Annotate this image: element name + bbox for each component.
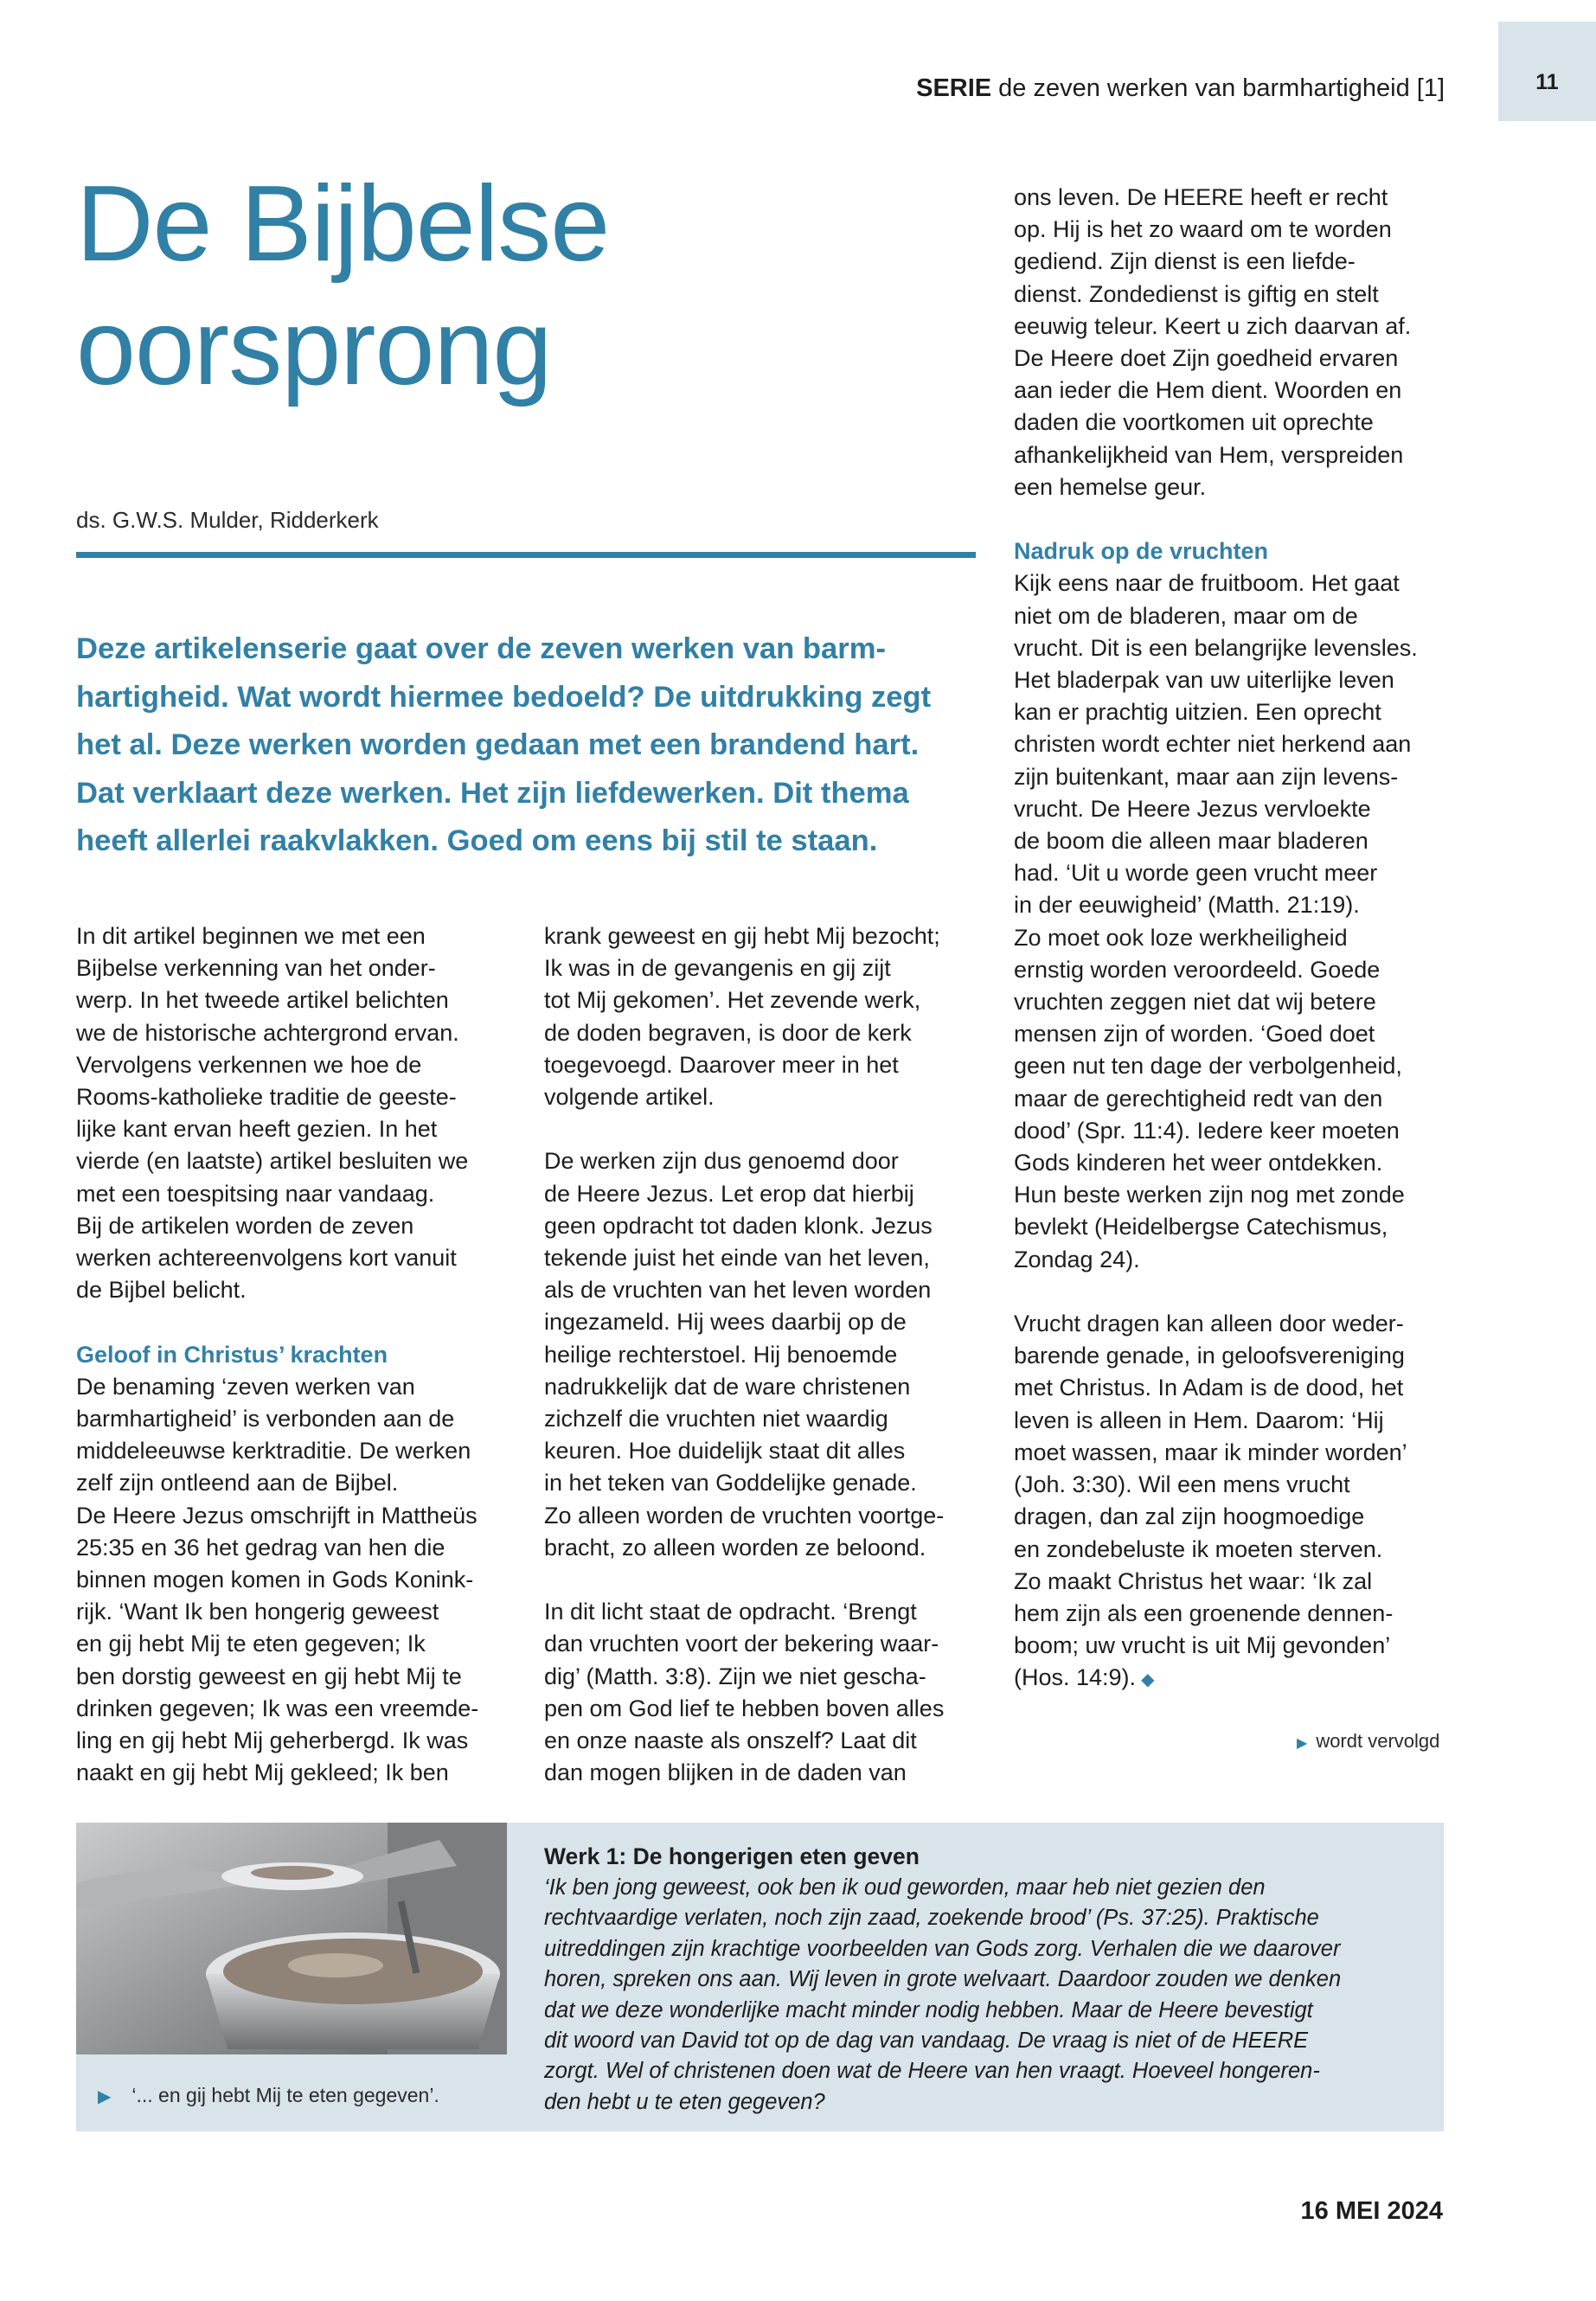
body-line: Zo maakt Christus het waar: ‘Ik zal	[1014, 1567, 1373, 1594]
body-line	[1014, 1662, 1446, 1696]
body-line: lijke kant ervan heeft gezien. In het	[76, 1116, 438, 1143]
body-line: De Heere doet Zijn goedheid ervaren	[1014, 345, 1399, 372]
body-line: werken achtereenvolgens kort vanuit	[76, 1245, 457, 1272]
caption-text: ‘... en gij hebt Mij te eten gegeven’.	[131, 2084, 439, 2106]
body-line: zelf zijn ontleend aan de Bijbel.	[76, 1470, 399, 1497]
body-line: vrucht. De Heere Jezus vervloekte	[1014, 795, 1371, 822]
body-line: vruchten zeggen niet dat wij betere	[1014, 989, 1376, 1016]
body-line: pen om God lief te hebben boven alles	[544, 1695, 945, 1721]
body-line: Ik was in de gevangenis en gij zijt	[544, 955, 891, 982]
body-line: Hun beste werken zijn nog met zonde	[1014, 1182, 1405, 1208]
body-line: Zo alleen worden de vruchten voortge-	[544, 1502, 945, 1529]
body-line: Gods kinderen het weer ontdekken.	[1014, 1150, 1383, 1176]
sidebar-title: Werk 1: De hongerigen eten geven	[544, 1843, 920, 1869]
body-line: we de historische achtergrond ervan.	[76, 1019, 459, 1046]
photo-illustration	[76, 1823, 507, 2054]
body-line: zijn buitenkant, maar aan zijn levens-	[1014, 763, 1399, 790]
end-diamond-icon: ◆	[1141, 1670, 1155, 1690]
body-line: geen nut ten dage der verbolgenheid,	[1014, 1053, 1402, 1080]
body-line: afhankelijkheid van Hem, verspreiden	[1014, 441, 1404, 468]
paragraph-gap	[1014, 1276, 1446, 1308]
body-line-text: (Hos. 14:9).	[1014, 1664, 1137, 1691]
body-line: eeuwig teleur. Keert u zich daarvan af.	[1014, 312, 1412, 339]
sidebar-line: dat we deze wonderlijke macht minder nodig hebben. Maar de Heere bevestigt	[544, 1997, 1313, 2022]
food-serving-photo	[76, 1823, 507, 2054]
body-line: moet wassen, maar ik minder worden’	[1014, 1439, 1407, 1465]
body-line: niet om de bladeren, maar om de	[1014, 602, 1358, 629]
author-byline: ds. G.W.S. Mulder, Ridderkerk	[76, 507, 379, 533]
body-line: aan ieder die Hem dient. Woorden en	[1014, 377, 1402, 404]
continued-text: wordt vervolgd	[1316, 1730, 1440, 1752]
paragraph-gap	[76, 1306, 509, 1338]
paragraph-gap	[1014, 503, 1446, 535]
body-line: dan mogen blijken in de daden van	[544, 1759, 907, 1786]
continued-note	[1297, 1732, 1439, 1751]
sidebar-text	[544, 1873, 1426, 2118]
body-line: had. ‘Uit u worde geen vrucht meer	[1014, 860, 1378, 887]
body-line: dig’ (Matth. 3:8). Zijn we niet gescha-	[544, 1663, 926, 1689]
body-line: barende genade, in geloofsvereniging	[1014, 1343, 1405, 1369]
body-column-2	[544, 920, 977, 1789]
body-line: Zondag 24).	[1014, 1246, 1140, 1272]
body-line: de boom die alleen maar bladeren	[1014, 828, 1368, 855]
body-line: bevlekt (Heidelbergse Catechismus,	[1014, 1214, 1388, 1240]
title-divider	[76, 552, 976, 558]
body-line: middeleeuwse kerktraditie. De werken	[76, 1438, 471, 1465]
body-line: werp. In het tweede artikel belichten	[76, 987, 449, 1014]
body-line: ernstig worden veroordeeld. Goede	[1014, 956, 1381, 983]
body-line: een hemelse geur.	[1014, 473, 1207, 500]
sidebar-line: dit woord van David tot op de dag van vandaag. De vraag is niet of de HEERE	[544, 2029, 1309, 2054]
section-subheading: Nadruk op de vruchten	[1014, 538, 1269, 565]
body-line: barmhartigheid’ is verbonden aan de	[76, 1406, 455, 1433]
body-line: in der eeuwigheid’ (Matth. 21:19).	[1014, 892, 1360, 919]
body-line: keuren. Hoe duidelijk staat dit alles	[544, 1438, 906, 1465]
body-line: maar de gerechtigheid redt van den	[1014, 1085, 1383, 1112]
sidebar-line: uitreddingen zijn krachtige voorbeelden van Gods zorg. Verhalen die we daarover	[544, 1936, 1341, 1961]
body-line: daden die voortkomen uit oprechte	[1014, 409, 1374, 436]
body-line: als de vruchten van het leven worden	[544, 1277, 932, 1304]
title-line: oorsprong	[76, 287, 552, 407]
body-line: ons leven. De HEERE heeft er recht	[1014, 184, 1388, 210]
section-subheading: Geloof in Christus’ krachten	[76, 1341, 388, 1368]
body-line: naakt en gij hebt Mij gekleed; Ik ben	[76, 1759, 449, 1786]
body-line: christen wordt echter niet herkend aan	[1014, 731, 1412, 758]
arrow-right-icon: ▶	[98, 2087, 112, 2106]
body-line: hem zijn als een groenende dennen-	[1014, 1599, 1394, 1626]
body-line: Kijk eens naar de fruitboom. Het gaat	[1014, 570, 1400, 597]
body-line: mensen zijn of worden. ‘Goed doet	[1014, 1021, 1375, 1048]
lead-line: het al. Deze werken worden gedaan met een brandend hart.	[76, 728, 920, 761]
body-line: de doden begraven, is door de kerk	[544, 1019, 912, 1046]
lead-line: Deze artikelenserie gaat over de zeven werken van barm-	[76, 632, 886, 665]
body-line: dan vruchten voort der bekering waar-	[544, 1631, 939, 1657]
sidebar-line: horen, spreken ons aan. Wij leven in grote welvaart. Daardoor zouden we denken	[544, 1967, 1342, 1992]
lead-paragraph	[76, 625, 976, 866]
body-line: rijk. ‘Want Ik ben hongerig geweest	[76, 1599, 439, 1625]
body-line: Vervolgens verkennen we hoe de	[76, 1051, 422, 1078]
body-line: boom; uw vrucht is uit Mij gevonden’	[1014, 1632, 1391, 1659]
body-line: Zo moet ook loze werkheiligheid	[1014, 924, 1348, 951]
body-line: bracht, zo alleen worden ze beloond.	[544, 1534, 926, 1561]
sidebar-line: rechtvaardige verlaten, noch zijn zaad, zoekende brood’ (Ps. 37:25). Praktische	[544, 1906, 1319, 1931]
series-title: de zeven werken van barmhartigheid [1]	[998, 74, 1445, 102]
arrow-right-icon: ▶	[1297, 1736, 1308, 1751]
page-number: 11	[1535, 70, 1559, 94]
body-line: In dit licht staat de opdracht. ‘Brengt	[544, 1599, 917, 1625]
body-column-1	[76, 920, 509, 1789]
body-line: vierde (en laatste) artikel besluiten we	[76, 1148, 469, 1175]
photo-caption	[98, 2086, 439, 2106]
body-line: De werken zijn dus genoemd door	[544, 1148, 899, 1175]
lead-line: Dat verklaart deze werken. Het zijn liefdewerken. Dit thema	[76, 776, 909, 810]
article-title	[76, 163, 855, 409]
body-line: ben dorstig geweest en gij hebt Mij te	[76, 1663, 462, 1689]
sidebar-line: den hebt u te eten gegeven?	[544, 2089, 825, 2114]
body-line: volgende artikel.	[544, 1084, 715, 1111]
sidebar-line: ‘Ik ben jong geweest, ook ben ik oud geworden, maar heb niet gezien den	[544, 1875, 1266, 1900]
lead-line: heeft allerlei raakvlakken. Goed om eens bij stil te staan.	[76, 824, 878, 857]
body-line: de Bijbel belicht.	[76, 1277, 247, 1304]
body-line: nadrukkelijk dat de ware christenen	[544, 1373, 911, 1400]
body-line: leven is alleen in Hem. Daarom: ‘Hij	[1014, 1407, 1384, 1433]
body-line: Het bladerpak van uw uiterlijke leven	[1014, 667, 1394, 694]
series-label: SERIE	[916, 74, 992, 102]
body-line: tekende juist het einde van het leven,	[544, 1245, 930, 1272]
body-line: toegevoegd. Daarover meer in het	[544, 1051, 899, 1078]
body-line: Bijbelse verkenning van het onder-	[76, 955, 436, 982]
body-line: tot Mij gekomen’. Het zevende werk,	[544, 987, 921, 1014]
paragraph-gap	[544, 1113, 977, 1145]
body-line: kan er prachtig uitzien. Een oprecht	[1014, 699, 1381, 726]
body-line: met Christus. In Adam is de dood, het	[1014, 1375, 1404, 1401]
body-line: en zondebeluste ik moeten sterven.	[1014, 1535, 1383, 1562]
body-line: Rooms-katholieke traditie de geeste-	[76, 1084, 457, 1111]
paragraph-gap	[544, 1564, 977, 1596]
body-line: 25:35 en 36 het gedrag van hen die	[76, 1534, 445, 1561]
body-line: dragen, dan zal zijn hoogmoedige	[1014, 1503, 1365, 1530]
series-header	[916, 76, 1445, 101]
body-line: en gij hebt Mij te eten gegeven; Ik	[76, 1631, 426, 1657]
body-line: binnen mogen komen in Gods Konink-	[76, 1567, 474, 1593]
title-line: De Bijbelse	[76, 164, 610, 284]
body-line: De Heere Jezus omschrijft in Mattheüs	[76, 1502, 478, 1529]
body-line: de Heere Jezus. Let erop dat hierbij	[544, 1180, 914, 1207]
body-line: gediend. Zijn dienst is een liefde-	[1014, 248, 1356, 275]
body-line: Bij de artikelen worden de zeven	[76, 1212, 414, 1239]
body-line: zichzelf die vruchten niet waardig	[544, 1406, 888, 1433]
lead-line: hartigheid. Wat wordt hiermee bedoeld? De uitdrukking zegt	[76, 680, 932, 714]
body-line: en onze naaste als onszelf? Laat dit	[544, 1727, 917, 1754]
sidebar-line: zorgt. Wel of christenen doen wat de Heere van hen vraagt. Hoeveel hongeren-	[544, 2059, 1320, 2084]
body-line: Vrucht dragen kan alleen door weder-	[1014, 1311, 1404, 1337]
body-line: ingezameld. Hij wees daarbij op de	[544, 1309, 907, 1336]
body-line: drinken gegeven; Ik was een vreemde-	[76, 1695, 479, 1721]
body-line: op. Hij is het zo waard om te worden	[1014, 216, 1392, 243]
body-line: (Joh. 3:30). Wil een mens vrucht	[1014, 1471, 1350, 1498]
body-line: met een toespitsing naar vandaag.	[76, 1180, 435, 1207]
body-line: krank geweest en gij hebt Mij bezocht;	[544, 923, 940, 949]
issue-date: 16 MEI 2024	[1300, 2197, 1443, 2225]
body-line: ling en gij hebt Mij geherbergd. Ik was	[76, 1727, 469, 1754]
body-line: in het teken van Goddelijke genade.	[544, 1470, 917, 1497]
body-line: In dit artikel beginnen we met een	[76, 923, 426, 949]
body-line: dood’ (Spr. 11:4). Iedere keer moeten	[1014, 1117, 1400, 1144]
body-line: geen opdracht tot daden klonk. Jezus	[544, 1212, 933, 1239]
body-line: heilige rechterstoel. Hij benoemde	[544, 1341, 898, 1368]
body-line: dienst. Zondedienst is giftig en stelt	[1014, 280, 1379, 307]
body-line: vrucht. Dit is een belangrijke levensles.	[1014, 634, 1418, 661]
body-line: De benaming ‘zeven werken van	[76, 1373, 415, 1400]
body-column-3	[1014, 182, 1446, 1697]
